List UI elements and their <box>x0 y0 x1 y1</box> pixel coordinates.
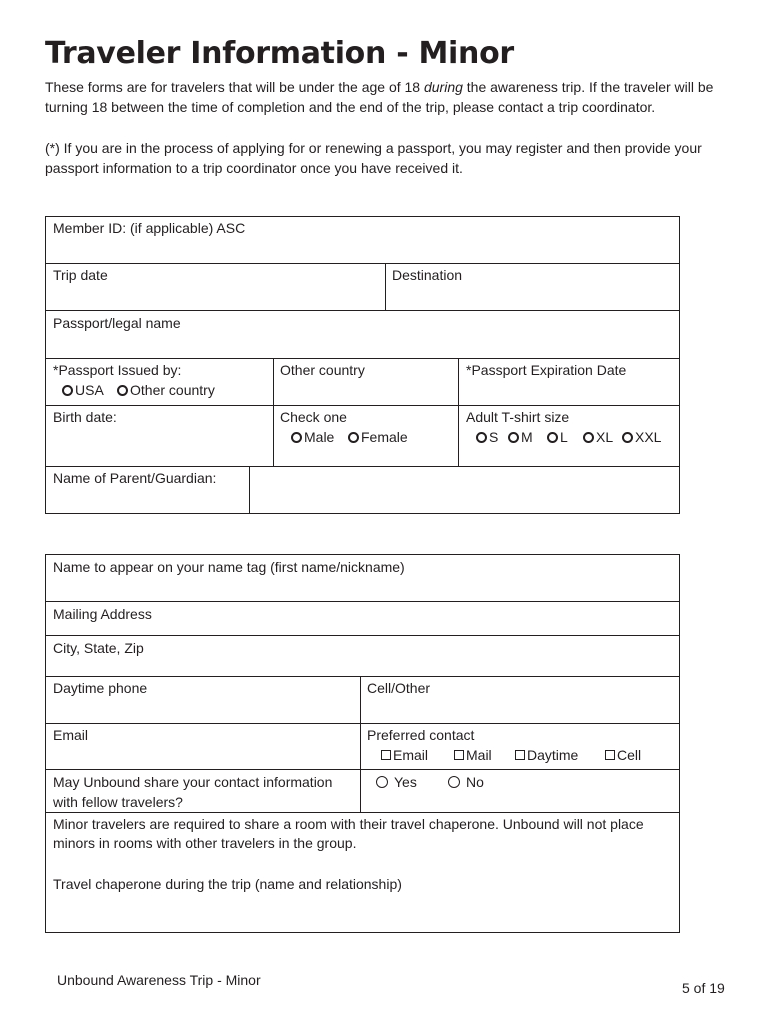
contact-daytime-option[interactable]: Daytime <box>515 745 578 765</box>
radio-icon[interactable] <box>62 385 73 396</box>
other-country-field[interactable]: Other country <box>280 362 365 378</box>
parent-guardian-label: Name of Parent/Guardian: <box>53 470 217 486</box>
column-divider <box>458 358 459 467</box>
name-tag-field[interactable]: Name to appear on your name tag (first name/nickname) <box>53 559 405 575</box>
contact-cell-option[interactable]: Cell <box>605 745 641 765</box>
city-state-zip-field[interactable]: City, State, Zip <box>53 640 144 656</box>
contact-mail-option[interactable]: Mail <box>454 745 492 765</box>
row-divider <box>45 358 680 359</box>
border-line <box>45 216 680 217</box>
minor-note-line1: Minor travelers are required to share a room with their travel chaperone. Unbound will not place <box>53 816 644 832</box>
tshirt-l-option[interactable]: L <box>547 427 568 447</box>
row-divider <box>45 723 680 724</box>
checkbox-icon[interactable] <box>605 750 615 760</box>
footer-page-number: 5 of 19 <box>682 980 725 996</box>
row-divider <box>45 769 680 770</box>
checkbox-icon[interactable] <box>454 750 464 760</box>
radio-icon[interactable] <box>376 776 388 788</box>
radio-icon[interactable] <box>547 432 558 443</box>
radio-icon[interactable] <box>583 432 594 443</box>
gender-male-option[interactable]: Male <box>291 427 334 447</box>
parent-guardian-input[interactable] <box>251 468 677 512</box>
column-divider <box>273 358 274 467</box>
column-divider <box>249 466 250 514</box>
preferred-contact-label: Preferred contact <box>367 727 475 743</box>
radio-icon[interactable] <box>291 432 302 443</box>
tshirt-size-label: Adult T-shirt size <box>466 409 570 425</box>
row-divider <box>45 676 680 677</box>
contact-email-option[interactable]: Email <box>381 745 428 765</box>
passport-name-field[interactable]: Passport/legal name <box>53 315 181 331</box>
radio-icon[interactable] <box>508 432 519 443</box>
birth-date-field[interactable]: Birth date: <box>53 409 117 425</box>
share-no-option[interactable]: No <box>448 772 484 792</box>
row-divider <box>45 405 680 406</box>
passport-issued-label: *Passport Issued by: <box>53 362 182 378</box>
row-divider <box>45 310 680 311</box>
border-line <box>679 216 680 514</box>
radio-icon[interactable] <box>448 776 460 788</box>
tshirt-xxl-option[interactable]: XXL <box>622 427 661 447</box>
cell-other-field[interactable]: Cell/Other <box>367 680 431 696</box>
issued-other-option[interactable]: Other country <box>117 380 215 400</box>
border-line <box>45 932 680 933</box>
row-divider <box>45 263 680 264</box>
border-line <box>45 216 46 514</box>
radio-icon[interactable] <box>348 432 359 443</box>
column-divider <box>360 676 361 813</box>
radio-icon[interactable] <box>476 432 487 443</box>
checkbox-icon[interactable] <box>381 750 391 760</box>
email-field[interactable]: Email <box>53 727 89 743</box>
minor-note-line2: minors in rooms with other travelers in the group. <box>53 835 357 851</box>
chaperone-field[interactable]: Travel chaperone during the trip (name and relationship) <box>53 876 402 892</box>
checkbox-icon[interactable] <box>515 750 525 760</box>
tshirt-xl-option[interactable]: XL <box>583 427 613 447</box>
column-divider <box>385 263 386 311</box>
gender-female-option[interactable]: Female <box>348 427 408 447</box>
passport-expiration-field[interactable]: *Passport Expiration Date <box>466 362 627 378</box>
mailing-address-field[interactable]: Mailing Address <box>53 606 152 622</box>
radio-icon[interactable] <box>622 432 633 443</box>
intro-text-before: These forms are for travelers that will be under the age of 18 <box>45 79 424 95</box>
radio-icon[interactable] <box>117 385 128 396</box>
border-line <box>679 554 680 933</box>
row-divider <box>45 466 680 467</box>
tshirt-m-option[interactable]: M <box>508 427 533 447</box>
row-divider <box>45 812 680 813</box>
share-info-question-line1: May Unbound share your contact information <box>53 774 333 790</box>
destination-field[interactable]: Destination <box>392 267 463 283</box>
share-yes-option[interactable]: Yes <box>376 772 417 792</box>
intro-text-after: the awareness trip. If the traveler will be turning 18 between the time of completion and the end of the trip, please contact a trip coordinator. <box>45 79 714 115</box>
border-line <box>45 513 680 514</box>
border-line <box>45 554 680 555</box>
issued-usa-option[interactable]: USA <box>62 380 104 400</box>
page-title: Traveler Information - Minor <box>45 36 514 71</box>
intro-text-italic: during <box>423 79 463 95</box>
check-one-label: Check one <box>280 409 347 425</box>
row-divider <box>45 601 680 602</box>
border-line <box>45 554 46 933</box>
intro-paragraph-2: (*) If you are in the process of applying for or renewing a passport, you may register and then provide your passport information to a trip coordinator once you have received it. <box>45 140 702 176</box>
tshirt-s-option[interactable]: S <box>476 427 498 447</box>
daytime-phone-field[interactable]: Daytime phone <box>53 680 148 696</box>
member-id-field[interactable]: Member ID: (if applicable) ASC <box>53 220 246 236</box>
intro-paragraph-1 <box>45 77 735 117</box>
row-divider <box>45 635 680 636</box>
trip-date-field[interactable]: Trip date <box>53 267 108 283</box>
footer-document-name: Unbound Awareness Trip - Minor <box>57 972 261 988</box>
share-info-question-line2: with fellow travelers? <box>53 794 183 810</box>
